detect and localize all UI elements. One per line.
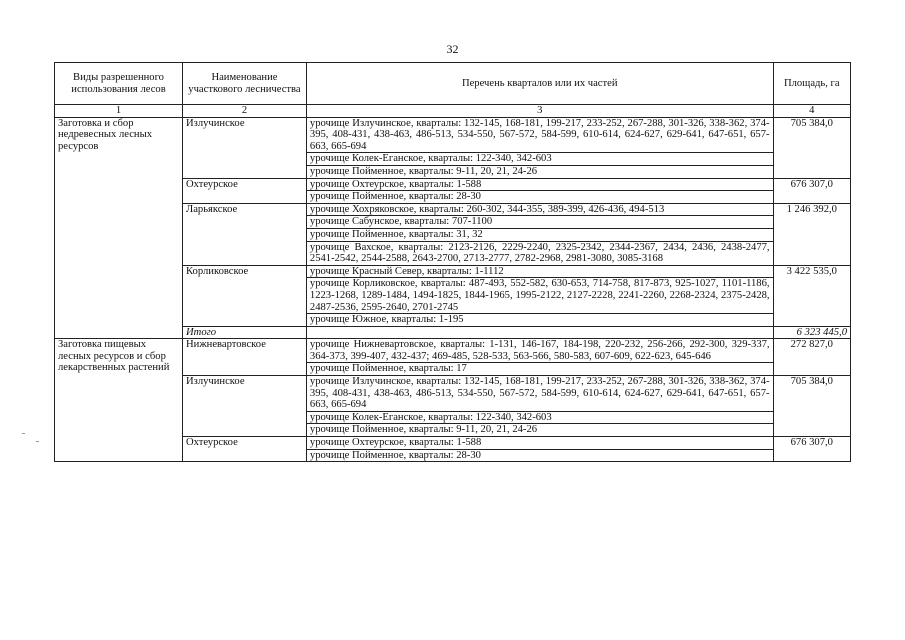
- scan-speck: [36, 441, 39, 442]
- col-number-1: 1: [55, 105, 183, 118]
- table-row: [55, 117, 851, 153]
- forestry-cell: Корликовское: [183, 265, 307, 326]
- area-cell: 3 422 535,0: [773, 265, 850, 326]
- quarters-cell: урочище Охтеурское, кварталы: 1-588: [306, 178, 773, 191]
- forestry-cell: Излучинское: [183, 376, 307, 437]
- area-cell: 705 384,0: [773, 117, 850, 178]
- use-type-cell: Заготовка и сбор недревесных лесных ресурсов: [55, 117, 183, 339]
- header-quarters: Перечень кварталов или их частей: [306, 63, 773, 105]
- quarters-cell: урочище Пойменное, кварталы: 9-11, 20, 21, 24-26: [306, 165, 773, 178]
- col-number-2: 2: [183, 105, 307, 118]
- quarters-cell: урочище Пойменное, кварталы: 28-30: [306, 449, 773, 462]
- area-cell: 676 307,0: [773, 178, 850, 203]
- quarters-cell: урочище Охтеурское, кварталы: 1-588: [306, 437, 773, 450]
- header-area: Площадь, га: [773, 63, 850, 105]
- total-label: Итого: [183, 326, 307, 339]
- quarters-cell: урочище Хохряковское, кварталы: 260-302, 344-355, 389-399, 426-436, 494-513: [306, 203, 773, 216]
- header-use-type: Виды разрешенного использования лесов: [55, 63, 183, 105]
- quarters-cell: урочище Корликовское, кварталы: 487-493, 552-582, 630-653, 714-758, 817-873, 925-1027, 1101-1186, 1223-1268, 1289-1484, 1494-1825, 1844-1965, 1995-2122, 2127-2228, 2241-2260, 2268-2324, 2375-2428, 2487-2536, 2595-2640, 2701-2745: [306, 278, 773, 314]
- col-number-3: 3: [306, 105, 773, 118]
- quarters-cell: урочище Пойменное, кварталы: 31, 32: [306, 228, 773, 241]
- quarters-cell: урочище Южное, кварталы: 1-195: [306, 314, 773, 327]
- quarters-cell: урочище Колек-Еганское, кварталы: 122-340, 342-603: [306, 411, 773, 424]
- quarters-cell: урочище Излучинское, кварталы: 132-145, 168-181, 199-217, 233-252, 267-288, 301-326, 338-362, 374-395, 408-431, 438-463, 486-513, 534-550, 567-572, 584-599, 610-614, 624-627, 629-641, 647-651, 657-663, 665-694: [306, 376, 773, 412]
- quarters-cell: урочище Сабунское, кварталы: 707-1100: [306, 216, 773, 229]
- table-row: [55, 339, 851, 363]
- quarters-cell: урочище Пойменное, кварталы: 28-30: [306, 191, 773, 204]
- quarters-cell: урочище Излучинское, кварталы: 132-145, 168-181, 199-217, 233-252, 267-288, 301-326, 338-362, 374-395, 408-431, 438-463, 486-513, 534-550, 567-572, 584-599, 610-614, 624-627, 629-641, 647-651, 657-663, 665-694: [306, 117, 773, 153]
- forestry-cell: Охтеурское: [183, 178, 307, 203]
- col-number-4: 4: [773, 105, 850, 118]
- forestry-cell: Излучинское: [183, 117, 307, 178]
- header-row: [55, 63, 851, 105]
- area-cell: 272 827,0: [773, 339, 850, 376]
- forestry-cell: Охтеурское: [183, 437, 307, 462]
- total-value: 6 323 445,0: [773, 326, 850, 339]
- header-forestry: Наименование участкового лесничества: [183, 63, 307, 105]
- use-type-cell: Заготовка пищевых лесных ресурсов и сбор лекарственных растений: [55, 339, 183, 462]
- forestry-cell: Нижневартовское: [183, 339, 307, 376]
- forest-use-table: [54, 62, 851, 462]
- area-cell: 705 384,0: [773, 376, 850, 437]
- quarters-cell: урочище Колек-Еганское, кварталы: 122-340, 342-603: [306, 153, 773, 166]
- quarters-cell: урочище Нижневартовское, кварталы: 1-131, 146-167, 184-198, 220-232, 256-266, 292-300, 329-337, 364-373, 399-407, 432-437; 469-485, 528-533, 563-566, 580-583, 607-609, 622-623, 645-646: [306, 339, 773, 363]
- scan-speck: [22, 433, 25, 434]
- area-cell: 1 246 392,0: [773, 203, 850, 265]
- forestry-cell: Ларьякское: [183, 203, 307, 265]
- page-number: 32: [446, 42, 459, 56]
- quarters-cell: урочище Пойменное, кварталы: 9-11, 20, 21, 24-26: [306, 424, 773, 437]
- quarters-cell: урочище Вахское, кварталы: 2123-2126, 2229-2240, 2325-2342, 2344-2367, 2434, 2436, 2438-2477, 2541-2542, 2544-2588, 2643-2700, 2713-2777, 2782-2968, 2981-3080, 3085-3168: [306, 241, 773, 265]
- column-number-row: [55, 105, 851, 118]
- total-empty-cell: [306, 326, 773, 339]
- quarters-cell: урочище Красный Север, кварталы: 1-1112: [306, 265, 773, 278]
- area-cell: 676 307,0: [773, 437, 850, 462]
- quarters-cell: урочище Пойменное, кварталы: 17: [306, 363, 773, 376]
